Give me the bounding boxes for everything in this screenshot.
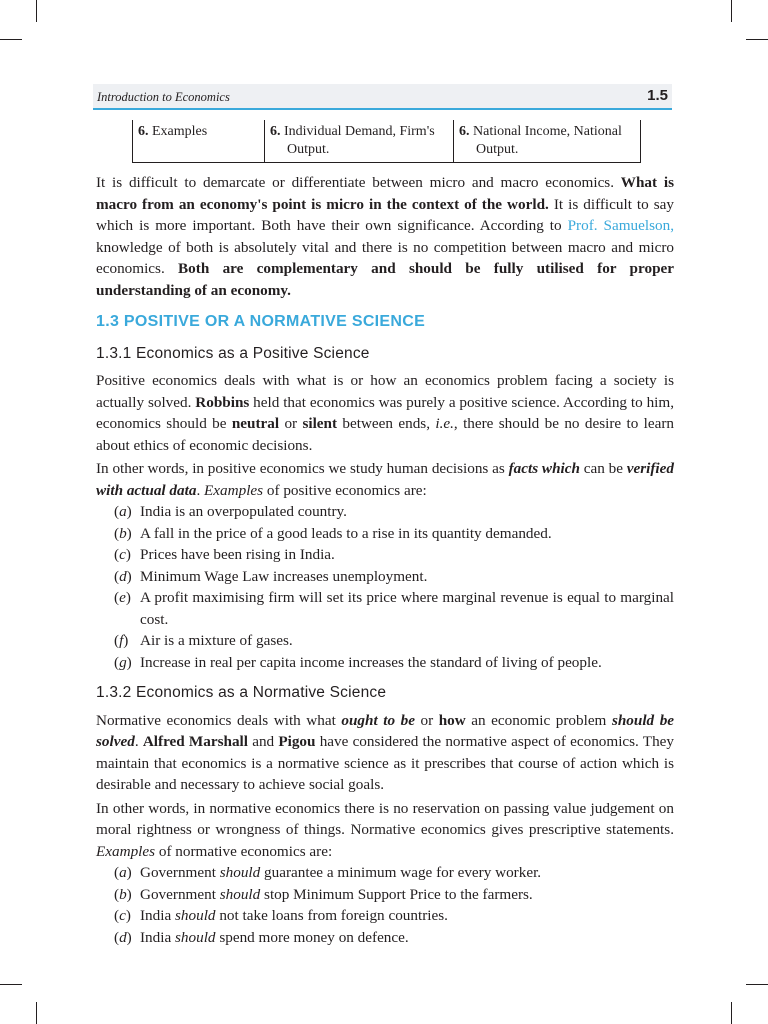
- positive-paragraph-2: In other words, in positive economics we study human decisions as facts which can be verified with actual data. Examples of positive economics are:: [96, 460, 674, 499]
- list-item: (c) India should not take loans from foreign countries.: [114, 907, 448, 924]
- page-body: [96, 172, 674, 948]
- cell-text: National Income, National: [473, 124, 622, 139]
- comparison-table-fragment: [132, 120, 641, 163]
- subsection-heading-positive: 1.3.1 Economics as a Positive Science: [96, 344, 370, 362]
- normative-paragraph-1: Normative economics deals with what ought to be or how an economic problem should be solved. Alfred Marshall and Pigou have considered the normative aspect of economics. They maintain that economics is a normative science as it prescribes that course of action which is desirable and necessary to achieve social goals.: [96, 711, 675, 793]
- table-cell: [453, 120, 640, 162]
- cell-text-continued: Output.: [476, 142, 519, 157]
- crop-mark: [746, 984, 768, 985]
- list-item: (d) India should spend more money on defence.: [114, 928, 409, 946]
- list-item: (d) Minimum Wage Law increases unemployment.: [114, 567, 428, 585]
- crop-mark: [36, 1002, 37, 1024]
- running-header: [93, 84, 672, 110]
- crop-mark: [36, 0, 37, 22]
- cell-text-continued: Output.: [287, 142, 330, 157]
- list-item: (e) A profit maximising firm will set its price where marginal revenue is equal to marginal cost.: [114, 589, 674, 628]
- cell-number: 6.: [270, 124, 281, 139]
- list-item: (c) Prices have been rising in India.: [114, 546, 335, 563]
- crop-mark: [746, 39, 768, 40]
- intro-paragraph: It is difficult to demarcate or differentiate between micro and macro economics. What is macro from an economy's point is micro in the context of the world. It is difficult to say which is more important. Both have their own significance. According to Prof. Samuelson, knowledge of both is absolutely vital and there is no competition between macro and micro economics. Both are complementary and should be fully utilised for proper understanding of an economy.: [96, 174, 674, 299]
- list-item: (b) A fall in the price of a good leads to a rise in its quantity demanded.: [114, 524, 552, 542]
- cell-text: Individual Demand, Firm's: [284, 124, 435, 139]
- cell-number: 6.: [138, 124, 149, 139]
- positive-examples-list: [96, 501, 674, 673]
- crop-mark: [731, 1002, 732, 1024]
- page-number: 1.5: [647, 87, 668, 104]
- table-cell: [133, 120, 264, 162]
- crop-mark: [731, 0, 732, 22]
- book-title: Introduction to Economics: [97, 90, 230, 104]
- cell-number: 6.: [459, 124, 470, 139]
- list-item: (b) Government should stop Minimum Support Price to the farmers.: [114, 885, 533, 903]
- subsection-heading-normative: 1.3.2 Economics as a Normative Science: [96, 684, 387, 701]
- list-item: (a) Government should guarantee a minimum wage for every worker.: [114, 864, 542, 881]
- crop-mark: [0, 39, 22, 40]
- normative-paragraph-2: In other words, in normative economics there is no reservation on passing value judgement on moral rightness or wrongness of things. Normative economics gives prescriptive statements. Examples of normative economics are:: [96, 799, 674, 860]
- table-cell: [264, 120, 453, 162]
- normative-examples-list: [96, 862, 674, 948]
- list-item: (g) Increase in real per capita income increases the standard of living of people.: [114, 653, 602, 671]
- samuelson-link[interactable]: Prof. Samuelson,: [567, 217, 674, 234]
- section-heading: 1.3 POSITIVE OR A NORMATIVE SCIENCE: [96, 313, 426, 330]
- crop-mark: [0, 984, 22, 985]
- list-item: (f) Air is a mixture of gases.: [114, 632, 293, 649]
- list-item: (a) India is an overpopulated country.: [114, 503, 347, 520]
- cell-text: Examples: [152, 124, 208, 139]
- positive-paragraph-1: Positive economics deals with what is or how an economics problem facing a society is actually solved. Robbins held that economics was purely a positive science. According to him, economics should be neutral or silent between ends, i.e., there should be no desire to learn about ethics of economic decisions.: [96, 372, 674, 454]
